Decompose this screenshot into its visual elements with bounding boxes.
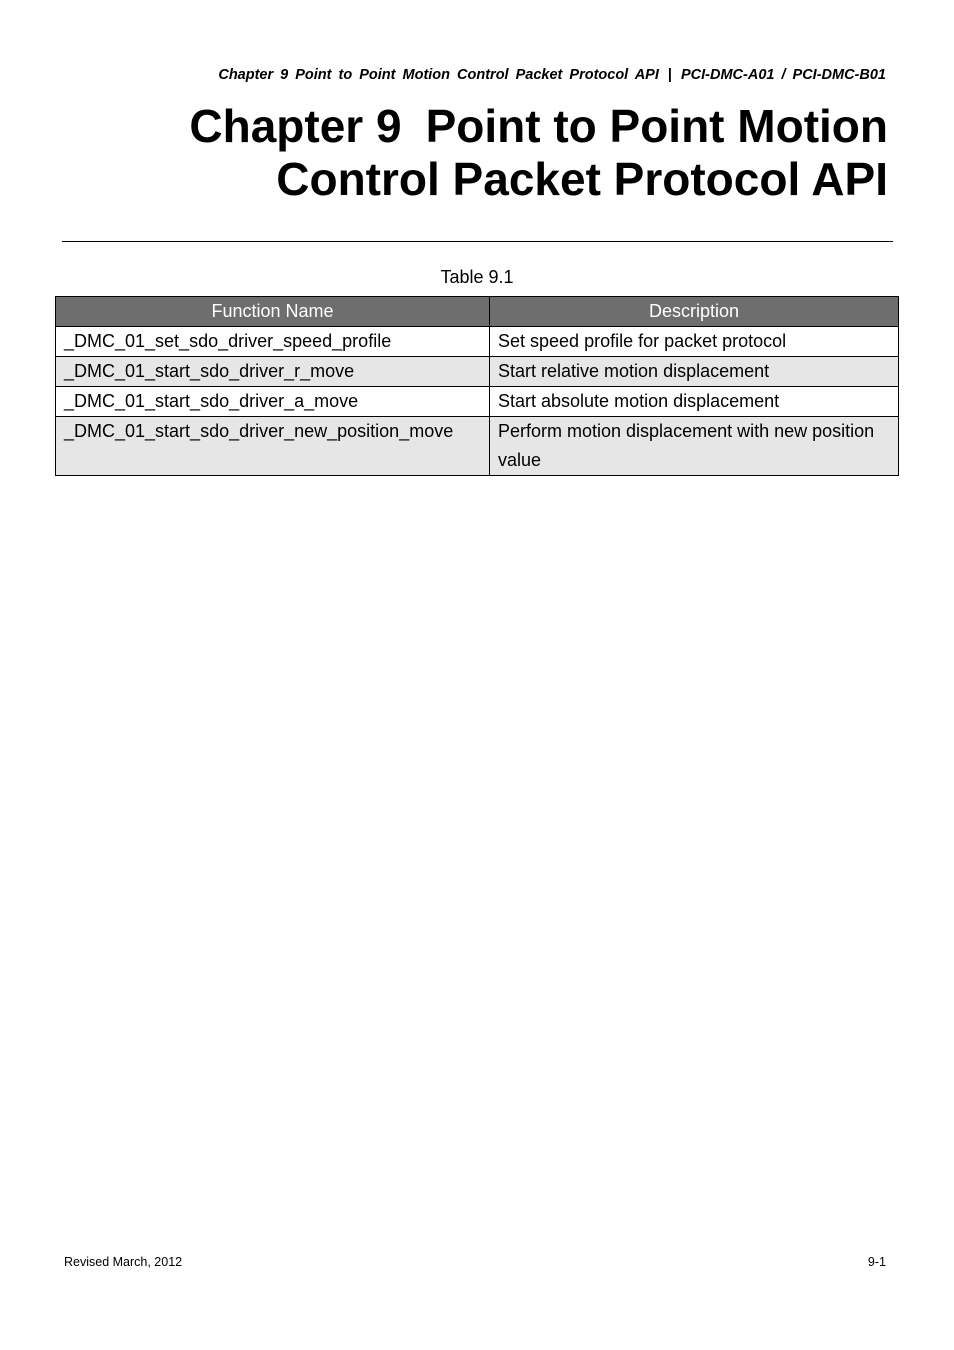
table-row	[56, 327, 899, 357]
chapter-title-line2: Control Packet Protocol API	[276, 153, 888, 205]
column-header-description: Description	[490, 297, 899, 327]
table-row	[56, 357, 899, 387]
chapter-title	[189, 100, 888, 206]
footer-revision: Revised March, 2012	[64, 1255, 183, 1269]
running-header-chapter: Chapter 9 Point to Point Motion Control Packet Protocol API	[218, 67, 659, 83]
table-caption: Table 9.1	[440, 267, 514, 287]
table-header-row	[56, 297, 899, 327]
chapter-title-line1: Point to Point Motion	[425, 100, 888, 152]
description-cell: Perform motion displacement with new position value	[490, 417, 899, 476]
table-row	[56, 387, 899, 417]
description-cell: Start relative motion displacement	[490, 357, 899, 387]
title-divider	[62, 241, 893, 242]
function-name-cell: _DMC_01_set_sdo_driver_speed_profile	[56, 327, 490, 357]
table-row	[56, 417, 899, 476]
running-header	[218, 67, 886, 83]
function-name-cell: _DMC_01_start_sdo_driver_a_move	[56, 387, 490, 417]
description-cell: Set speed profile for packet protocol	[490, 327, 899, 357]
function-table	[55, 296, 899, 476]
footer-page-number: 9-1	[867, 1255, 886, 1269]
chapter-label: Chapter 9	[189, 100, 402, 152]
description-cell: Start absolute motion displacement	[490, 387, 899, 417]
running-header-model: PCI-DMC-A01 / PCI-DMC-B01	[681, 67, 886, 83]
function-name-cell: _DMC_01_start_sdo_driver_r_move	[56, 357, 490, 387]
column-header-function-name: Function Name	[56, 297, 490, 327]
running-header-separator: |	[667, 67, 672, 83]
function-name-cell: _DMC_01_start_sdo_driver_new_position_move	[56, 417, 490, 476]
